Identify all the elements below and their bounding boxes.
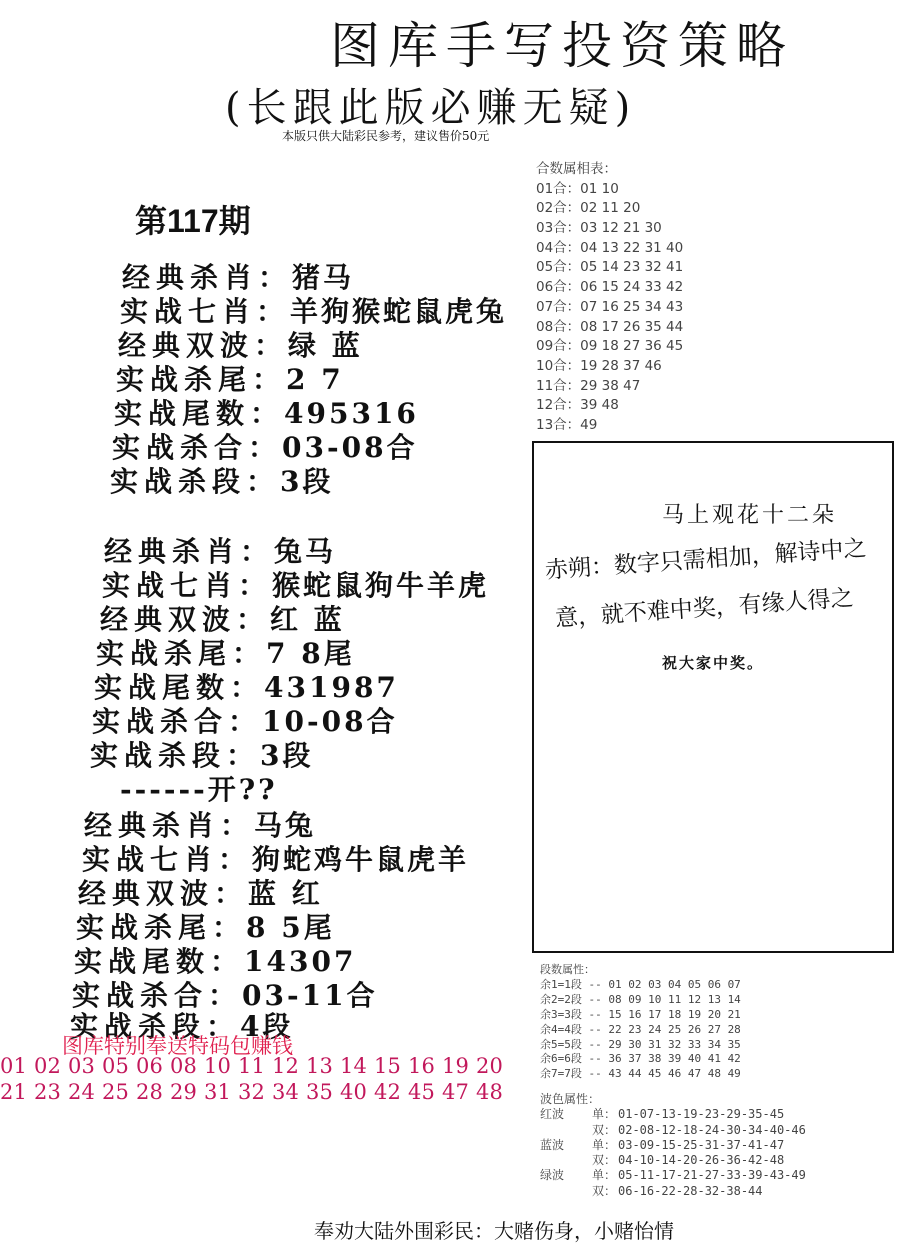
price-note: 本版只供大陆彩民参考，建议售价50元	[282, 129, 490, 143]
row-value: 3段	[260, 739, 314, 772]
bo-row	[540, 1168, 806, 1183]
row-label: 实战尾数：	[94, 671, 265, 704]
bo-numbers: 05-11-17-21-27-33-39-43-49	[618, 1168, 806, 1183]
row-label: 经典杀肖：	[104, 535, 275, 568]
row-value: 10-08合	[262, 705, 398, 738]
row-label: 实战七肖：	[102, 569, 273, 602]
page-title: 图库手写投资策略	[330, 17, 794, 75]
poem-title: 马上观花十二朵	[662, 503, 838, 528]
row-value: 狗蛇鸡牛鼠虎羊	[252, 843, 470, 876]
row-label: 实战杀段：	[110, 465, 281, 498]
bo-subtype: 双：	[592, 1153, 617, 1168]
row-label: 实战七肖：	[120, 295, 291, 328]
poem-line: 赤朔：数字只需相加，解诗中之	[544, 535, 868, 584]
bo-row	[540, 1123, 806, 1138]
he-table-row: 02合：02 11 20	[536, 200, 641, 217]
duan-row: 余6=6段 -- 36 37 38 39 40 41 42	[540, 1052, 741, 1066]
row-label: 实战杀尾：	[116, 363, 287, 396]
bo-subtype: 单：	[592, 1168, 617, 1183]
row-value: 马兔	[254, 809, 317, 842]
he-table-row: 06合：06 15 24 33 42	[536, 279, 684, 296]
bo-subtype: 单：	[592, 1107, 617, 1122]
row-label: 经典双波：	[100, 603, 271, 636]
row-label: 实战尾数：	[114, 397, 285, 430]
bo-category: 红波	[540, 1107, 565, 1122]
row-label: 实战杀合：	[112, 431, 283, 464]
bo-title: 波色属性：	[540, 1092, 601, 1106]
bo-row	[540, 1138, 806, 1153]
row-value: 14307	[244, 945, 357, 978]
result-separator: ------开??	[120, 773, 278, 806]
he-table-row: 09合：09 18 27 36 45	[536, 338, 684, 355]
row-label: 实战七肖：	[82, 843, 253, 876]
bo-row	[540, 1184, 806, 1199]
row-value: 7 8尾	[266, 637, 355, 670]
special-headline: 图库特别奉送特码包赚钱	[62, 1034, 293, 1058]
row-label: 经典双波：	[118, 329, 289, 362]
he-table-row: 08合：08 17 26 35 44	[536, 318, 684, 335]
row-value: 03-08合	[282, 431, 418, 464]
poem-line: 意，就不难中奖，有缘人得之	[554, 585, 855, 632]
row-value: 3段	[280, 465, 334, 498]
row-label: 实战杀段：	[70, 1010, 241, 1043]
row-label: 实战尾数：	[74, 945, 245, 978]
row-label: 经典杀肖：	[122, 261, 293, 294]
footer-advice: 奉劝大陆外围彩民：大赌伤身，小赌怡情	[314, 1219, 674, 1243]
he-table-row: 05合：05 14 23 32 41	[536, 259, 684, 276]
row-value: 红 蓝	[270, 603, 345, 636]
bo-subtype: 单：	[592, 1137, 617, 1152]
he-table-row: 10合：19 28 37 46	[536, 357, 662, 374]
duan-table	[540, 963, 741, 1082]
row-value: 8 5尾	[246, 911, 335, 944]
row-value: 蓝 红	[248, 877, 323, 910]
row-value: 兔马	[274, 535, 337, 568]
duan-row: 余7=7段 -- 43 44 45 46 47 48 49	[540, 1067, 741, 1081]
page-subtitle: (长跟此版必赚无疑)	[225, 85, 637, 131]
bo-numbers: 03-09-15-25-31-37-41-47	[618, 1137, 785, 1152]
special-numbers: 21 23 24 25 28 29 31 32 34 35 40 42 45 47 48	[0, 1080, 504, 1104]
he-number-table	[536, 160, 683, 436]
he-table-row: 01合：01 10	[536, 180, 619, 197]
row-label: 实战杀段：	[90, 739, 261, 772]
row-label: 实战杀合：	[72, 979, 243, 1012]
bo-subtype: 双：	[592, 1183, 617, 1198]
he-table-title: 合数属相表：	[536, 161, 617, 177]
duan-title: 段数属性：	[540, 963, 595, 976]
row-value: 猪马	[292, 261, 355, 294]
he-table-row: 13合：49	[536, 416, 598, 433]
row-label: 经典杀肖：	[84, 809, 255, 842]
duan-row: 余4=4段 -- 22 23 24 25 26 27 28	[540, 1022, 741, 1036]
issue-number: 第117期	[135, 203, 251, 239]
row-value: 绿 蓝	[288, 329, 363, 362]
he-table-row: 11合：29 38 47	[536, 377, 641, 394]
row-label: 实战杀尾：	[76, 911, 247, 944]
row-value: 2 7	[286, 363, 344, 396]
special-numbers: 01 02 03 05 06 08 10 11 12 13 14 15 16 19 20	[0, 1054, 504, 1078]
he-table-row: 07合：07 16 25 34 43	[536, 298, 684, 315]
row-value: 4段	[240, 1010, 294, 1043]
bo-numbers: 04-10-14-20-26-36-42-48	[618, 1153, 785, 1168]
bo-numbers: 02-08-12-18-24-30-34-40-46	[618, 1122, 806, 1137]
bo-category: 蓝波	[540, 1137, 565, 1152]
bo-row	[540, 1153, 806, 1168]
duan-row: 余1=1段 -- 01 02 03 04 05 06 07	[540, 977, 741, 991]
duan-row: 余3=3段 -- 15 16 17 18 19 20 21	[540, 1007, 741, 1021]
row-label: 经典双波：	[78, 877, 249, 910]
bo-numbers: 01-07-13-19-23-29-35-45	[618, 1107, 785, 1122]
row-value: 431987	[264, 671, 399, 704]
bo-subtype: 双：	[592, 1122, 617, 1137]
duan-row: 余2=2段 -- 08 09 10 11 12 13 14	[540, 992, 741, 1006]
he-table-row: 04合：04 13 22 31 40	[536, 239, 684, 256]
row-value: 猴蛇鼠狗牛羊虎	[272, 569, 490, 602]
bo-color-table	[540, 1092, 806, 1199]
row-label: 实战杀尾：	[96, 637, 267, 670]
row-label: 实战杀合：	[92, 705, 263, 738]
wish-text: 祝大家中奖。	[662, 654, 765, 672]
he-table-row: 03合：03 12 21 30	[536, 220, 662, 237]
he-table-row: 12合：39 48	[536, 397, 619, 414]
row-value: 495316	[284, 397, 419, 430]
row-value: 羊狗猴蛇鼠虎兔	[290, 295, 508, 328]
bo-category: 绿波	[540, 1168, 565, 1183]
duan-row: 余5=5段 -- 29 30 31 32 33 34 35	[540, 1037, 741, 1051]
bo-numbers: 06-16-22-28-32-38-44	[618, 1183, 763, 1198]
bo-row	[540, 1107, 806, 1122]
row-value: 03-11合	[242, 979, 378, 1012]
prediction-row	[110, 460, 334, 500]
